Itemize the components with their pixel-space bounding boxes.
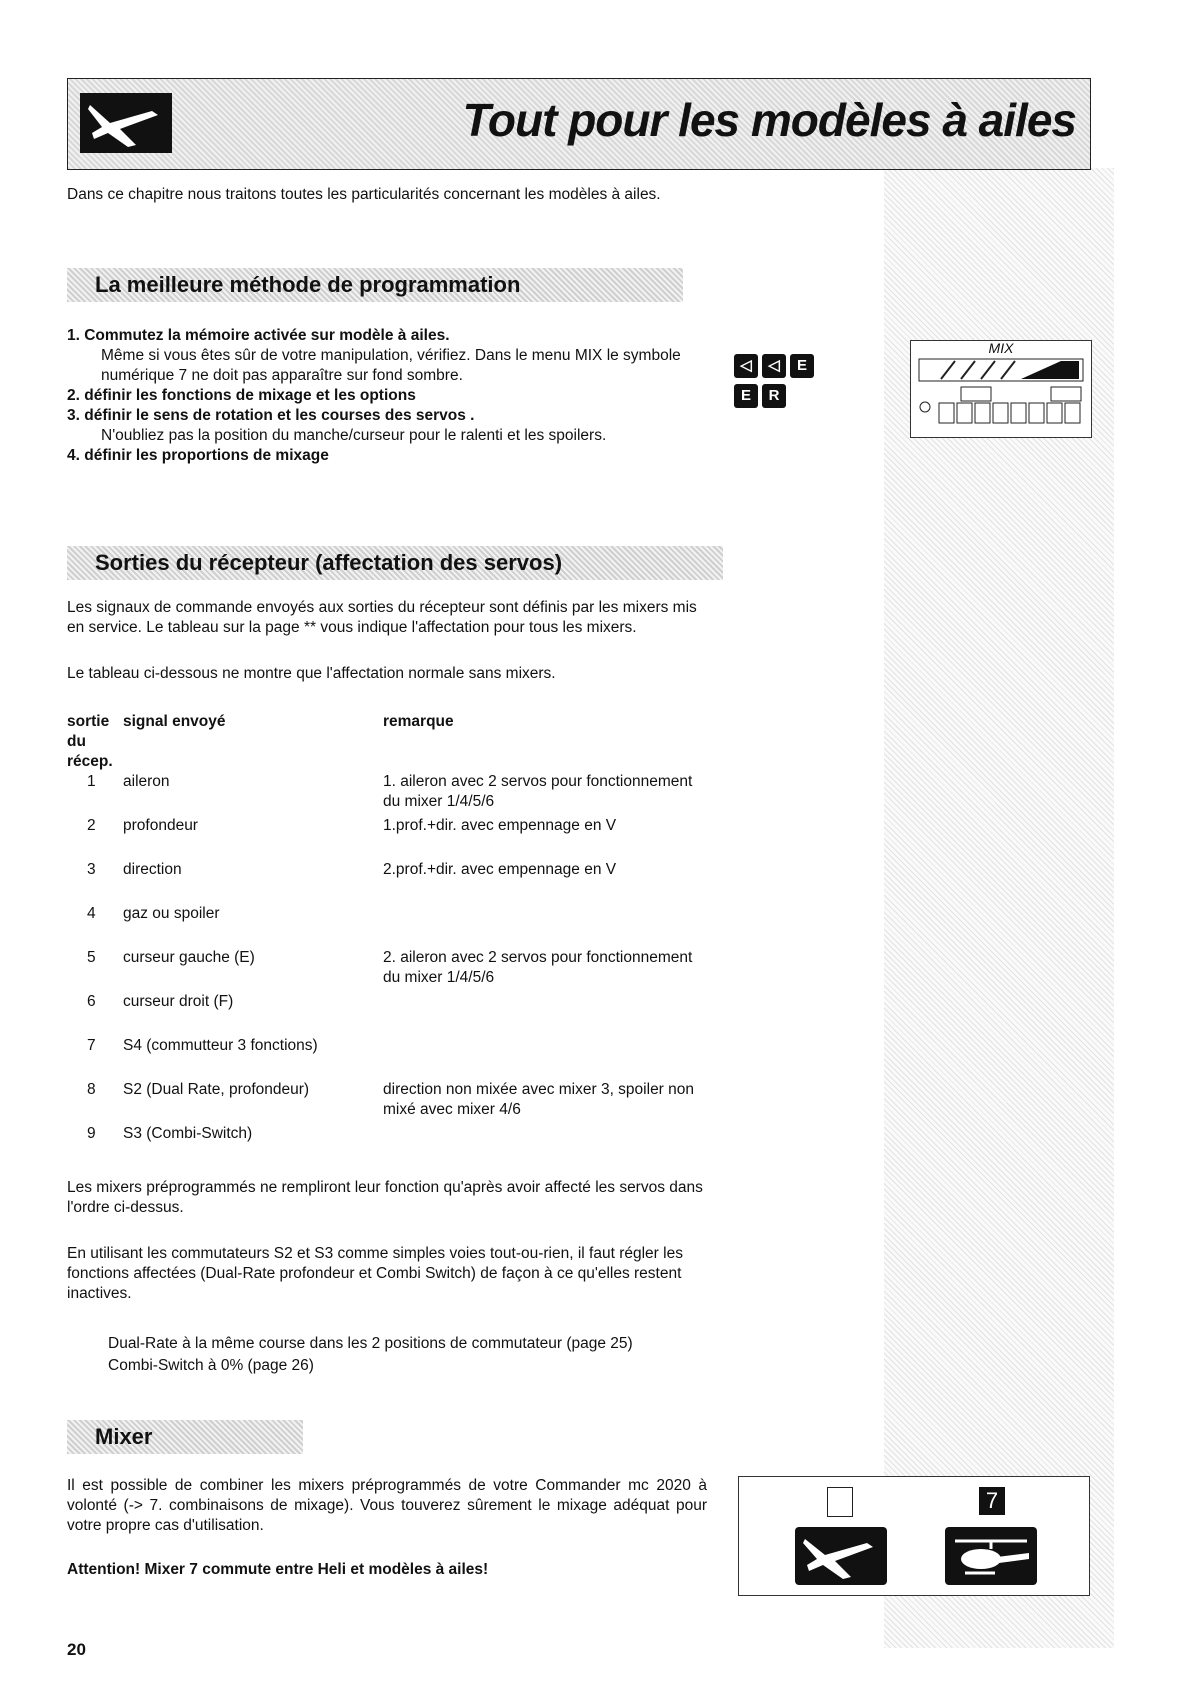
- row-remark: 2. aileron avec 2 servos pour fonctionnement du mixer 1/4/5/6: [383, 949, 693, 986]
- row-remark: 2.prof.+dir. avec empennage en V: [383, 861, 617, 878]
- outputs-para-2: Le tableau ci-dessous ne montre que l'affectation normale sans mixers.: [67, 665, 556, 682]
- key-r: R: [762, 384, 786, 408]
- helicopter-icon: [945, 1527, 1037, 1585]
- mix-display-graphic: [911, 357, 1091, 435]
- row-signal: S4 (commutteur 3 fonctions): [123, 1037, 318, 1054]
- outputs-indent-1: Dual-Rate à la même course dans les 2 positions de commutateur (page 25): [108, 1335, 633, 1352]
- key-left-arrow: ◁: [762, 354, 786, 378]
- outputs-para-4: En utilisant les commutateurs S2 et S3 comme simples voies tout-ou-rien, il faut régler les fonctions affectées (Dual-Rate profondeur et Combi Switch) de façon à ce qu'elles restent inactives.: [67, 1245, 683, 1302]
- outputs-indent-2: Combi-Switch à 0% (page 26): [108, 1357, 314, 1374]
- mixer-para: Il est possible de combiner les mixers préprogrammés de votre Commander mc 2020 à volonté (-> 7. combinaisons de mixage). Vous touverez sûrement le mixage adéquat pour votre propre cas d'utilisation.: [67, 1477, 707, 1534]
- row-signal: gaz ou spoiler: [123, 905, 220, 922]
- outputs-para-3: Les mixers préprogrammés ne rempliront leur fonction qu'après avoir affecté les servos dans l'ordre ci-dessus.: [67, 1179, 703, 1216]
- table-row: [67, 1124, 707, 1168]
- header-signal: signal envoyé: [123, 713, 226, 730]
- key-e: E: [790, 354, 814, 378]
- row-number: 1: [87, 773, 96, 790]
- table-row: [67, 948, 707, 992]
- table-row: [67, 816, 707, 860]
- model-type-panel: [738, 1476, 1090, 1596]
- row-number: 2: [87, 817, 96, 834]
- row-signal: S3 (Combi-Switch): [123, 1125, 253, 1142]
- step-2-title: 2. définir les fonctions de mixage et les options: [67, 387, 416, 404]
- row-number: 4: [87, 905, 96, 922]
- key-left-arrow: ◁: [734, 354, 758, 378]
- row-remark: direction non mixée avec mixer 3, spoiler non mixé avec mixer 4/6: [383, 1081, 695, 1118]
- step-3-body: N'oubliez pas la position du manche/curseur pour le ralenti et les spoilers.: [101, 427, 607, 444]
- key-e: E: [734, 384, 758, 408]
- airplane-icon: [80, 93, 172, 153]
- key-row-2: [734, 384, 790, 408]
- row-number: 5: [87, 949, 96, 966]
- table-row: [67, 992, 707, 1036]
- page-number: 20: [67, 1640, 86, 1659]
- section-heading-programming: La meilleure méthode de programmation: [67, 268, 683, 302]
- row-number: 3: [87, 861, 96, 878]
- empty-indicator: [827, 1487, 853, 1517]
- table-header-row: [67, 712, 707, 772]
- mix-display: [910, 340, 1092, 438]
- row-signal: S2 (Dual Rate, profondeur): [123, 1081, 310, 1098]
- table-row: [67, 1080, 707, 1124]
- row-signal: curseur gauche (E): [123, 949, 255, 966]
- header-output: sortie du récep.: [67, 713, 113, 770]
- step-4-title: 4. définir les proportions de mixage: [67, 447, 329, 464]
- row-remark: [383, 1036, 707, 1080]
- intro-text: Dans ce chapitre nous traitons toutes les particularités concernant les modèles à ailes.: [67, 186, 661, 203]
- step-1-title: 1. Commutez la mémoire activée sur modèle à ailes.: [67, 327, 450, 344]
- table-row: [67, 860, 707, 904]
- key-row-1: [734, 354, 818, 378]
- row-signal: curseur droit (F): [123, 993, 234, 1010]
- row-remark: [383, 1124, 707, 1168]
- table-row: [67, 772, 707, 816]
- page-title: Tout pour les modèles à ailes: [462, 94, 1076, 146]
- header-remark: remarque: [383, 713, 454, 730]
- row-remark: [383, 904, 707, 948]
- table-row: [67, 904, 707, 948]
- mixer-digit-indicator: 7: [979, 1487, 1005, 1515]
- outputs-para-1: Les signaux de commande envoyés aux sorties du récepteur sont définis par les mixers mis en service. Le tableau sur la page ** vous indique l'affectation pour tous les mixers.: [67, 599, 697, 636]
- row-signal: profondeur: [123, 817, 198, 834]
- row-number: 9: [87, 1125, 96, 1142]
- row-number: 6: [87, 993, 96, 1010]
- mixer-warning: Attention! Mixer 7 commute entre Heli et modèles à ailes!: [67, 1561, 489, 1578]
- mix-label: MIX: [988, 340, 1014, 356]
- step-3-title: 3. définir le sens de rotation et les courses des servos .: [67, 407, 475, 424]
- chapter-banner: [67, 78, 1091, 170]
- row-remark: 1.prof.+dir. avec empennage en V: [383, 817, 617, 834]
- row-remark: [383, 992, 707, 1036]
- row-signal: direction: [123, 861, 182, 878]
- airplane-icon: [795, 1527, 887, 1585]
- step-1-body: Même si vous êtes sûr de votre manipulation, vérifiez. Dans le menu MIX le symbole numérique 7 ne doit pas apparaître sur fond sombre.: [101, 347, 681, 384]
- receiver-output-table: [67, 712, 707, 1168]
- row-number: 7: [87, 1037, 96, 1054]
- row-remark: 1. aileron avec 2 servos pour fonctionnement du mixer 1/4/5/6: [383, 773, 693, 810]
- row-number: 8: [87, 1081, 96, 1098]
- section-heading-mixer: Mixer: [67, 1420, 303, 1454]
- section-heading-outputs: Sorties du récepteur (affectation des servos): [67, 546, 723, 580]
- row-signal: aileron: [123, 773, 170, 790]
- programming-steps: [67, 326, 707, 466]
- table-row: [67, 1036, 707, 1080]
